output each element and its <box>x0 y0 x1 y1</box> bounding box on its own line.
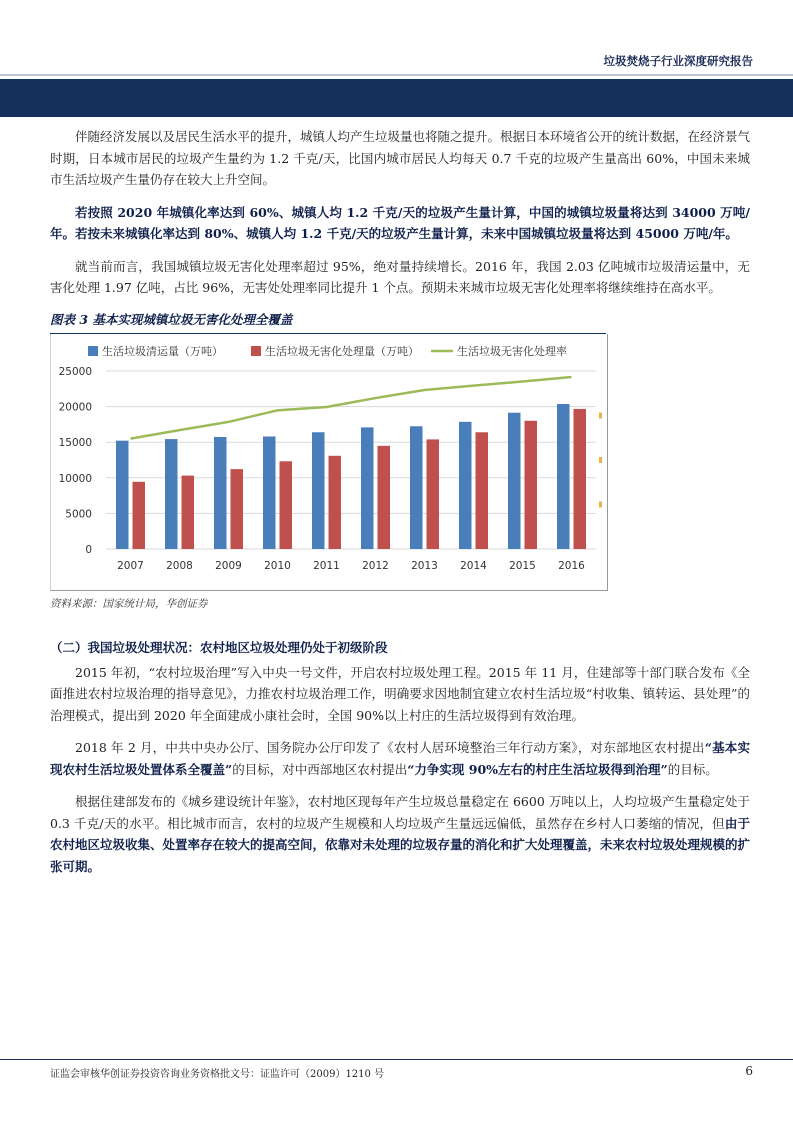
legend-treatment-label: 生活垃圾无害化处理量（万吨） <box>265 344 419 358</box>
legend-rate-label: 生活垃圾无害化处理率 <box>457 344 567 358</box>
chart-svg <box>51 334 607 590</box>
figure-title: 图表 3 基本实现城镇垃圾无害化处理全覆盖 <box>50 310 606 334</box>
figure-source: 资料来源：国家统计局，华创证券 <box>50 597 208 610</box>
bar-collection-2016 <box>557 404 570 549</box>
x-tick-label-2016: 2016 <box>558 559 585 572</box>
bar-collection-2012 <box>361 427 374 549</box>
paragraph-3: 就当前而言，我国城镇垃圾无害化处理率超过 95%，绝对量持续增长。2016 年，我国 2.03 亿吨城市垃圾清运量中，无害化处理 1.97 亿吨，占比 96%，无害处处理率同比提升 1 个点。预期未来城市垃圾无害化处理率将继续维持在高水平。 <box>50 258 750 295</box>
bar-collection-2010 <box>263 436 276 549</box>
paragraph-6-text-a: 根据住建部发布的《城乡建设统计年鉴》，农村地区现每年产生垃圾总量稳定在 6600 万吨以上，人均垃圾产生量稳定处于 0.3 千克/天的水平。相比城市而言，农村的垃圾产生规模和人均垃圾产生量远远偏低，虽然存在乡村人口萎缩的情况，但 <box>50 794 750 831</box>
bar-collection-2011 <box>312 432 325 549</box>
paragraph-5-quote-east: “基本实现农村生活垃圾处置体系全覆盖” <box>50 740 750 777</box>
secondary-axis-mark-1 <box>599 412 602 418</box>
bar-treatment-2013 <box>427 439 440 549</box>
line-treatment-rate <box>131 377 572 439</box>
x-tick-label-2010: 2010 <box>264 559 291 572</box>
y-tick-label-15000: 15000 <box>58 436 92 449</box>
x-tick-label-2009: 2009 <box>215 559 242 572</box>
y-tick-label-20000: 20000 <box>58 401 92 414</box>
section-title: （二）我国垃圾处理状况：农村地区垃圾处理仍处于初级阶段 <box>50 639 388 655</box>
paragraph-5-text-c: 的目标，对中西部地区农村提出 <box>232 761 408 777</box>
bar-collection-2008 <box>165 439 178 549</box>
paragraph-1: 伴随经济发展以及居民生活水平的提升，城镇人均产生垃圾量也将随之提升。根据日本环境省公开的统计数据，在经济景气时期，日本城市居民的垃圾产生量约为 1.2 千克/天，比国内城市居民人均每天 0.7 千克的垃圾产生量高出 60%，中国未来城市生活垃圾产生量仍存在较大上升空间。 <box>50 129 751 187</box>
x-tick-label-2008: 2008 <box>166 559 193 572</box>
bar-treatment-2010 <box>280 461 293 549</box>
legend-treatment-swatch <box>251 346 261 356</box>
secondary-axis-mark-2 <box>599 457 602 463</box>
bar-collection-2015 <box>508 412 521 548</box>
bar-treatment-2009 <box>231 469 244 549</box>
bar-collection-2013 <box>410 426 423 549</box>
y-tick-label-10000: 10000 <box>58 472 92 485</box>
bar-collection-2009 <box>214 436 227 548</box>
x-tick-label-2007: 2007 <box>117 559 144 572</box>
y-tick-label-0: 0 <box>85 543 92 556</box>
x-tick-label-2011: 2011 <box>313 559 340 572</box>
page-content <box>50 126 750 888</box>
bar-treatment-2007 <box>133 481 146 548</box>
report-title: 垃圾焚烧子行业深度研究报告 <box>603 54 753 68</box>
bar-collection-2007 <box>116 440 129 548</box>
footer-rule <box>0 1059 793 1060</box>
bar-treatment-2008 <box>182 475 195 548</box>
paragraph-5-text-e: 的目标。 <box>667 761 718 777</box>
header-band <box>0 79 793 117</box>
y-tick-label-5000: 5000 <box>65 507 92 520</box>
chart-container <box>50 334 608 591</box>
x-tick-label-2015: 2015 <box>509 559 536 572</box>
bar-treatment-2014 <box>476 432 489 549</box>
y-tick-label-25000: 25000 <box>58 365 92 378</box>
paragraph-4: 2015 年初，“农村垃圾治理”写入中央一号文件，开启农村垃圾处理工程。2015 年 11 月，住建部等十部门联合发布《全面推进农村垃圾治理的指导意见》，力推农村垃圾治理工作，明确要求因地制宜建立农村生活垃圾“村收集、镇转运、县处理”的治理模式，提出到 2020 年全面建成小康社会时，全国 90%以上村庄的生活垃圾得到有效治理。 <box>50 664 750 723</box>
paragraph-5-quote-west: “力争实现 90%左右的村庄生活垃圾得到治理” <box>407 761 668 777</box>
footer-license: 证监会审核华创证券投资咨询业务资格批文号：证监许可（2009）1210 号 <box>50 1069 385 1080</box>
bar-treatment-2015 <box>525 420 538 548</box>
bar-treatment-2011 <box>329 455 342 548</box>
page-number: 6 <box>745 1064 753 1078</box>
legend-collection-label: 生活垃圾清运量（万吨） <box>102 344 223 358</box>
paragraph-6 <box>50 791 750 877</box>
legend-collection-swatch <box>88 346 98 356</box>
bar-collection-2014 <box>459 421 472 548</box>
secondary-axis-mark-3 <box>599 501 602 507</box>
bar-treatment-2012 <box>378 445 391 548</box>
paragraph-2: 若按照 2020 年城镇化率达到 60%、城镇人均 1.2 千克/天的垃圾产生量计算，中国的城镇垃圾量将达到 34000 万吨/年。若按未来城镇化率达到 80%、城镇人均 1.2 千克/天的垃圾产生量计算，未来中国城镇垃圾量将达到 45000 万吨/年。 <box>50 204 750 241</box>
paragraph-6-emphasis: 由于农村地区垃圾收集、处置率存在较大的提高空间，依靠对未处理的垃圾存量的消化和扩大处理覆盖，未来农村垃圾处理规模的扩张可期。 <box>50 815 751 874</box>
x-tick-label-2012: 2012 <box>362 559 389 572</box>
x-tick-label-2013: 2013 <box>411 559 438 572</box>
paragraph-5 <box>50 737 750 780</box>
bar-treatment-2016 <box>574 408 587 548</box>
x-tick-label-2014: 2014 <box>460 559 487 572</box>
header-rule <box>0 74 793 76</box>
paragraph-5-text-a: 2018 年 2 月，中共中央办公厅、国务院办公厅印发了《农村人居环境整治三年行动方案》，对东部地区农村提出 <box>75 740 705 755</box>
